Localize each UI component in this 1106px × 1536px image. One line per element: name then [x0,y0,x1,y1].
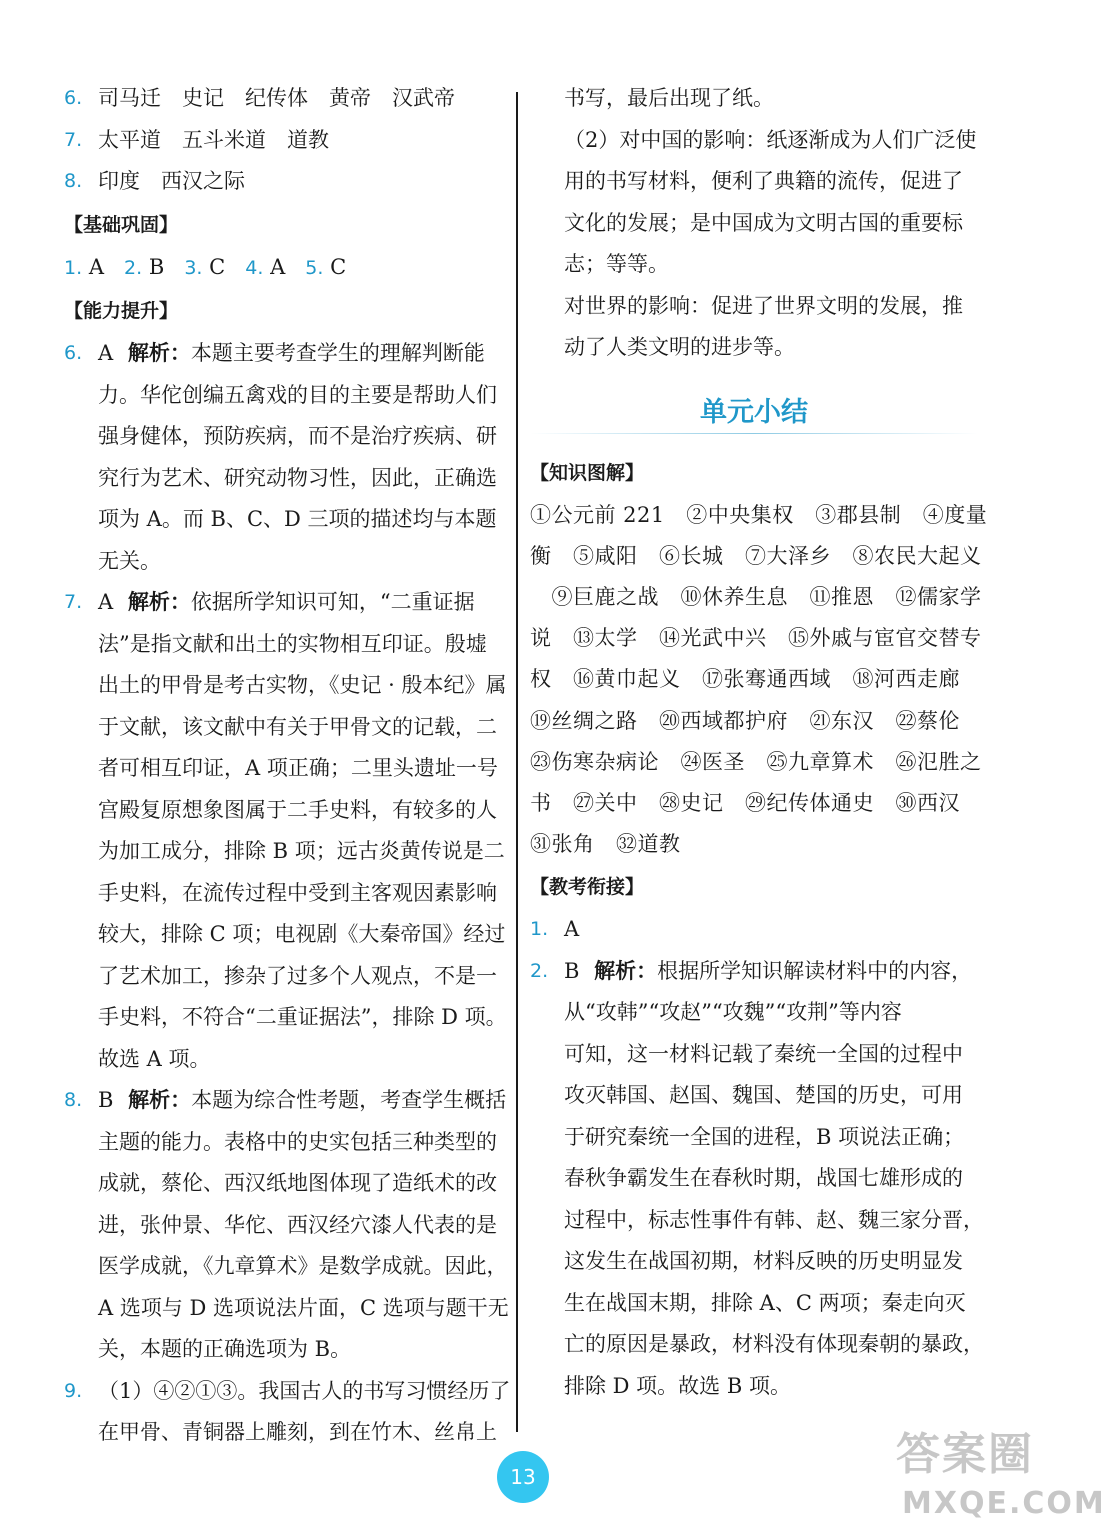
explanation-line: 强身健体，预防疾病，而不是治疗疾病、研 [98,424,497,448]
question-8 [64,1080,510,1371]
item-number: 4. [245,256,264,279]
explanation-line: 宫殿复原想象图属于二手史料，有较多的人 [98,797,497,822]
knowledge-line: 书 ㉗关中 ㉘史记 ㉙纪传体通史 ㉚西汉 [530,790,960,815]
explanation-line: （1）④②①③。我国古人的书写习惯经历了 [98,1378,511,1403]
explanation-line: A 选项与 D 选项说法片面，C 选项与题干无 [98,1295,509,1320]
item-number: 2. [530,959,549,982]
explanation-line: 书写，最后出现了纸。 [564,86,774,110]
explanation-text: 根据所学知识解读材料中的内容， [657,958,973,983]
answer-letter: C [330,254,347,279]
item-number: 6. [64,342,83,364]
item-number: 7. [64,128,83,151]
left-column [64,78,510,1454]
knowledge-line: ⑲丝绸之路 ⑳西域都护府 ㉑东汉 ㉒蔡伦 [530,708,960,733]
section-heading-basic: 【 基础巩固 】 [64,203,510,247]
explanation-line: 排除 D 项。故选 B 项。 [564,1373,791,1398]
explanation-line: 无关。 [98,548,161,573]
analysis-label: 解析： [127,590,191,614]
question-9-continued [530,78,978,369]
explanation-text: 本题为综合性考题，考查学生概括 [191,1088,507,1112]
item-number: 9. [64,1379,83,1402]
answer-item [64,120,510,162]
watermark-domain: MXQE.COM [902,1486,1106,1521]
explanation-line: 成就，蔡伦、西汉纸地图体现了造纸术的改 [98,1171,497,1195]
explanation-line [98,1080,509,1122]
explanation-line: 了艺术加工，掺杂了过多个人观点，不是一 [98,963,497,988]
page-number-badge: 13 [497,1451,549,1503]
explanation-line: 法”是指文献和出土的实物相互印证。殷墟 [98,631,487,656]
knowledge-map [530,495,988,866]
knowledge-line: 衡 ⑤咸阳 ⑥长城 ⑦大泽乡 ⑧农民大起义 [530,543,982,568]
item-number: 5. [305,256,324,279]
answer-letter: B [98,1088,114,1112]
explanation-line: 春秋争霸发生在春秋时期，战国七雄形成的 [564,1166,963,1191]
explanation-line: 生在战国末期，排除 A、C 两项；秦走向灭 [564,1290,966,1315]
knowledge-line: 权 ⑯黄巾起义 ⑰张骞通西域 ⑱河西走廊 [530,667,960,692]
item-number: 2. [124,256,143,279]
answer-item [64,78,510,120]
explanation-text: 本题主要考查学生的理解判断能 [190,341,485,365]
knowledge-line: ⑨巨鹿之战 ⑩休养生息 ⑪推恩 ⑫儒家学 [530,584,982,609]
explanation-line: 力。华佗创编五禽戏的目的主要是帮助人们 [98,382,497,407]
answer-text: 印度 西汉之际 [98,169,245,193]
explanation-line [98,582,507,624]
item-number: 7. [64,591,83,613]
section-heading-ability: 【 能力提升 】 [64,289,510,333]
knowledge-line: ㉛张角 ㉜道教 [530,832,681,857]
explanation-line: 对世界的影响：促进了世界文明的发展，推 [564,293,963,318]
explanation-line: 攻灭韩国、赵国、魏国、楚国的历史，可用 [564,1083,963,1108]
explanation-line: 进，张仲景、华佗、西汉经穴漆人代表的是 [98,1212,497,1237]
answer-letter: A [88,254,104,279]
knowledge-line: 说 ⑬太学 ⑭光武中兴 ⑮外戚与宦官交替专 [530,626,982,651]
section-heading-exam: 【 教考衔接 】 [530,865,978,909]
explanation-line: （2）对中国的影响：纸逐渐成为人们广泛使 [564,127,977,152]
knowledge-line: ①公元前 221 ②中央集权 ③郡县制 ④度量 [530,502,988,527]
explanation-line: 为加工成分，排除 B 项；远古炎黄传说是二 [98,839,505,863]
knowledge-line: ㉓伤寒杂病论 ㉔医圣 ㉕九章算术 ㉖氾胜之 [530,749,982,774]
explanation-line: 主题的能力。表格中的史实包括三种类型的 [98,1129,497,1154]
title-underline [530,433,978,434]
explanation-line: 志；等等。 [564,252,669,276]
analysis-label: 解析： [128,1088,192,1112]
answer-letter: B [148,254,165,279]
answer-letter: C [209,254,226,279]
section-heading-knowledge: 【 知识图解 】 [530,451,978,495]
answer-letter: A [98,590,114,614]
explanation-line: 过程中，标志性事件有韩、赵、魏三家分晋， [564,1207,984,1232]
explanation-line: 故选 A 项。 [98,1046,211,1071]
column-divider [516,92,518,1432]
item-number: 6. [64,87,83,109]
item-number: 3. [184,256,203,279]
explanation-line: 关，本题的正确选项为 B。 [98,1337,352,1361]
question-7 [64,582,510,1080]
explanation-line: 动了人类文明的进步等。 [564,335,795,359]
watermark-logo [896,1429,1106,1526]
item-number: 1. [530,918,549,941]
right-column [530,78,988,1407]
explanation-line: 较大，排除 C 项；电视剧《大秦帝国》经过 [98,922,506,946]
explanation-line: 用的书写材料，便利了典籍的流传，促进了 [564,169,963,193]
explanation-line: 亡的原因是暴政，材料没有体现秦朝的暴政， [564,1332,984,1357]
answer-letter: A [564,917,580,942]
explanation-line: 从“攻韩”“攻赵”“攻魏”“攻荆”等内容 [564,1000,902,1025]
explanation-line: 医学成就，《九章算术》是数学成就。因此， [98,1254,508,1278]
explanation-line: 手史料，在流传过程中受到主客观因素影响 [98,880,497,905]
answer-text: 司马迁 史记 纪传体 黄帝 汉武帝 [98,86,455,110]
analysis-label: 解析： [594,958,658,983]
explanation-line: 项为 A。而 B、C、D 三项的描述均与本题 [98,507,497,531]
explanation-line: 于文献，该文献中有关于甲骨文的记载，二 [98,714,497,739]
item-number: 8. [64,170,83,192]
exam-question-1 [530,909,978,951]
item-number: 1. [64,256,83,279]
unit-title-text: 单元小结 [700,396,808,428]
explanation-text: 依据所学知识可知，“二重证据 [190,590,475,614]
explanation-line: 文化的发展；是中国成为文明古国的重要标 [564,210,963,235]
unit-summary-title [530,393,978,433]
answer-letter: A [98,341,114,365]
explanation-line: 出土的甲骨是考古实物，《史记 · 殷本纪》属 [98,673,507,697]
explanation-line [564,951,984,993]
exam-question-2 [530,951,984,1408]
explanation-line: 究行为艺术、研究动物习性，因此，正确选 [98,465,497,490]
answer-letter: B [564,958,580,983]
analysis-label: 解析： [127,341,191,365]
answer-item [64,161,510,203]
answer-text: 太平道 五斗米道 道教 [98,127,329,152]
watermark-text: 答案圈 [896,1429,1034,1480]
explanation-line: 者可相互印证，A 项正确；二里头遗址一号 [98,756,498,780]
item-number: 8. [64,1089,83,1111]
explanation-line: 在甲骨、青铜器上雕刻，到在竹木、丝帛上 [98,1420,497,1444]
question-9 [64,1371,510,1454]
explanation-line: 这发生在战国初期，材料反映的历史明显发 [564,1249,963,1274]
explanation-line: 可知，这一材料记载了秦统一全国的过程中 [564,1041,963,1066]
explanation-line: 于研究秦统一全国的进程，B 项说法正确； [564,1124,965,1149]
basic-answers-row [64,247,510,290]
explanation-line [98,333,497,375]
question-6 [64,333,510,582]
answer-letter: A [270,254,286,279]
explanation-line: 手史料，不符合“二重证据法”，排除 D 项。 [98,1005,507,1029]
